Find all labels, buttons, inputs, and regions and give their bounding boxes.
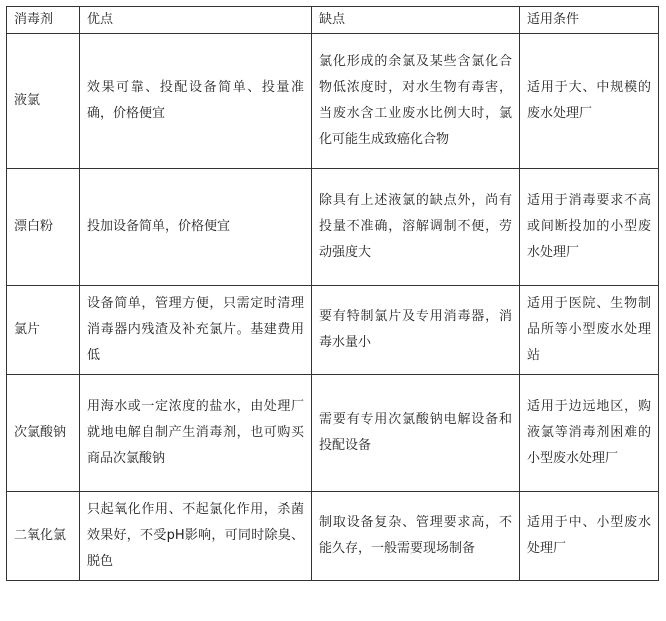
header-pros: 优点 bbox=[80, 7, 312, 34]
table-row bbox=[7, 286, 659, 375]
cell-cons: 制取设备复杂、管理要求高，不能久存，一般需要现场制备 bbox=[312, 492, 520, 581]
table-header-row bbox=[7, 7, 659, 34]
cell-pros: 效果可靠、投配设备简单、投量准确，价格便宜 bbox=[80, 34, 312, 169]
cell-conditions: 适用于大、中规模的废水处理厂 bbox=[520, 34, 659, 169]
cell-conditions: 适用于中、小型废水处理厂 bbox=[520, 492, 659, 581]
cell-conditions: 适用于医院、生物制品所等小型废水处理站 bbox=[520, 286, 659, 375]
cell-cons: 需要有专用次氯酸钠电解设备和投配设备 bbox=[312, 375, 520, 492]
cell-pros: 投加设备简单，价格便宜 bbox=[80, 169, 312, 286]
cell-agent: 漂白粉 bbox=[7, 169, 80, 286]
table-row bbox=[7, 169, 659, 286]
cell-agent: 二氧化氯 bbox=[7, 492, 80, 581]
cell-conditions: 适用于边远地区，购液氯等消毒剂困难的小型废水处理厂 bbox=[520, 375, 659, 492]
disinfectant-comparison bbox=[6, 6, 659, 581]
cell-conditions: 适用于消毒要求不高或间断投加的小型废水处理厂 bbox=[520, 169, 659, 286]
cell-agent: 次氯酸钠 bbox=[7, 375, 80, 492]
header-disinfectant: 消毒剂 bbox=[7, 7, 80, 34]
table-row bbox=[7, 34, 659, 169]
cell-pros: 设备简单，管理方便，只需定时清理消毒器内残渣及补充氯片。基建费用低 bbox=[80, 286, 312, 375]
header-conditions: 适用条件 bbox=[520, 7, 659, 34]
cell-agent: 液氯 bbox=[7, 34, 80, 169]
cell-cons: 要有特制氯片及专用消毒器，消毒水量小 bbox=[312, 286, 520, 375]
cell-cons: 除具有上述液氯的缺点外，尚有投量不准确，溶解调制不便，劳动强度大 bbox=[312, 169, 520, 286]
header-cons: 缺点 bbox=[312, 7, 520, 34]
cell-cons: 氯化形成的余氯及某些含氯化合物低浓度时，对水生物有毒害，当废水含工业废水比例大时，氯化可能生成致癌化合物 bbox=[312, 34, 520, 169]
cell-pros: 用海水或一定浓度的盐水，由处理厂就地电解自制产生消毒剂，也可购买商品次氯酸钠 bbox=[80, 375, 312, 492]
disinfectant-table bbox=[6, 6, 659, 581]
cell-pros: 只起氧化作用、不起氯化作用，杀菌效果好，不受pH影响，可同时除臭、脱色 bbox=[80, 492, 312, 581]
table-row bbox=[7, 375, 659, 492]
cell-agent: 氯片 bbox=[7, 286, 80, 375]
table-row bbox=[7, 492, 659, 581]
